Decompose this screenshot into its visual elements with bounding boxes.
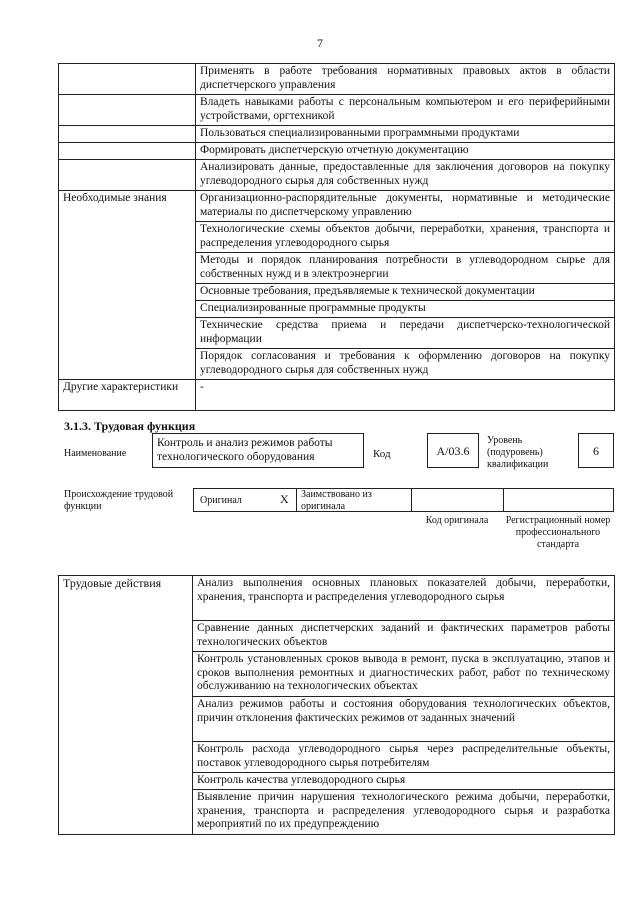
empty-label-cell — [59, 160, 196, 191]
action-item: Анализ выполнения основных плановых показателей добычи, переработки, хранения, транспорта и распределения углеводородного сырья — [193, 576, 615, 621]
divider — [411, 489, 412, 511]
original-mark: X — [280, 492, 289, 506]
code-label: Код — [373, 448, 391, 460]
skills-knowledge-table — [58, 63, 615, 411]
level-value-box: 6 — [578, 433, 614, 468]
function-name-box: Контроль и анализ режимов работы технологического оборудования — [152, 433, 364, 468]
table-row — [59, 126, 615, 143]
action-item: Контроль расхода углеводородного сырья через распределительные объекты, поставок углеводородного сырья потребителям — [193, 742, 615, 773]
action-item: Контроль качества углеводородного сырья — [193, 773, 615, 790]
skill-item: Пользоваться специализированными программными продуктами — [196, 126, 615, 143]
level-label: Уровень (подуровень) квалификации — [487, 435, 549, 470]
skill-item: Применять в работе требования нормативных правовых актов в области диспетчерского управления — [196, 64, 615, 95]
section-title: 3.1.3. Трудовая функция — [64, 419, 196, 433]
empty-label-cell — [59, 95, 196, 126]
reg-number-caption: Регистрационный номер профессионального стандарта — [505, 515, 611, 550]
origin-label: Происхождение трудовой функции — [64, 489, 174, 512]
labour-actions-table — [58, 575, 615, 835]
table-row — [59, 160, 615, 191]
knowledge-item: Основные требования, предъявляемые к технической документации — [196, 284, 615, 301]
empty-label-cell — [59, 64, 196, 95]
divider — [296, 489, 297, 511]
origin-box — [193, 488, 614, 512]
knowledge-item: Специализированные программные продукты — [196, 301, 615, 318]
knowledge-item: Технологические схемы объектов добычи, переработки, хранения, транспорта и распределения углеводородного сырья — [196, 222, 615, 253]
knowledge-item: Порядок согласования и требования к оформлению договоров на покупку углеводородного сырья для собственных нужд — [196, 349, 615, 380]
borrowed-label: Заимствовано из оригинала — [301, 489, 372, 512]
knowledge-item: Организационно-распорядительные документы, нормативные и методические материалы по диспетчерскому управлению — [196, 191, 615, 222]
action-item: Анализ режимов работы и состояния оборудования технологических объектов, причин отклонения фактических режимов от заданных значений — [193, 697, 615, 742]
name-label: Наименование — [64, 448, 127, 459]
table-row — [59, 576, 615, 621]
skill-item: Владеть навыками работы с персональным компьютером и его периферийными устройствами, оргтехникой — [196, 95, 615, 126]
original-label: Оригинал — [200, 495, 242, 506]
table-row — [59, 64, 615, 95]
table-row — [59, 380, 615, 411]
code-value-box: A/03.6 — [427, 433, 479, 468]
knowledge-label: Необходимые знания — [59, 191, 196, 380]
action-item: Контроль установленных сроков вывода в ремонт, пуска в эксплуатацию, этапов и сроков выполнения ремонтных и диагностических работ, работ по техническому обслуживанию на технологических объектах — [193, 652, 615, 697]
other-value: - — [196, 380, 615, 411]
empty-label-cell — [59, 143, 196, 160]
table-row — [59, 191, 615, 222]
empty-label-cell — [59, 126, 196, 143]
table-row — [59, 95, 615, 126]
knowledge-item: Технические средства приема и передачи диспетчерско-технологической информации — [196, 318, 615, 349]
skill-item: Формировать диспетчерскую отчетную документацию — [196, 143, 615, 160]
table-row — [59, 143, 615, 160]
action-item: Сравнение данных диспетчерских заданий и фактических параметров работы технологических объектов — [193, 621, 615, 652]
skill-item: Анализировать данные, предоставленные для заключения договоров на покупку углеводородного сырья для собственных нужд — [196, 160, 615, 191]
page-number: 7 — [317, 36, 323, 50]
divider — [503, 489, 504, 511]
action-item: Выявление причин нарушения технологического режима добычи, переработки, хранения, транспорта и распределения углеводородного сырья и разработка мероприятий по их предупреждению — [193, 790, 615, 835]
knowledge-item: Методы и порядок планирования потребности в углеводородном сырье для собственных нужд и в электроэнергии — [196, 253, 615, 284]
actions-label: Трудовые действия — [59, 576, 193, 835]
code-original-caption: Код оригинала — [425, 515, 489, 526]
other-label: Другие характеристики — [59, 380, 196, 411]
